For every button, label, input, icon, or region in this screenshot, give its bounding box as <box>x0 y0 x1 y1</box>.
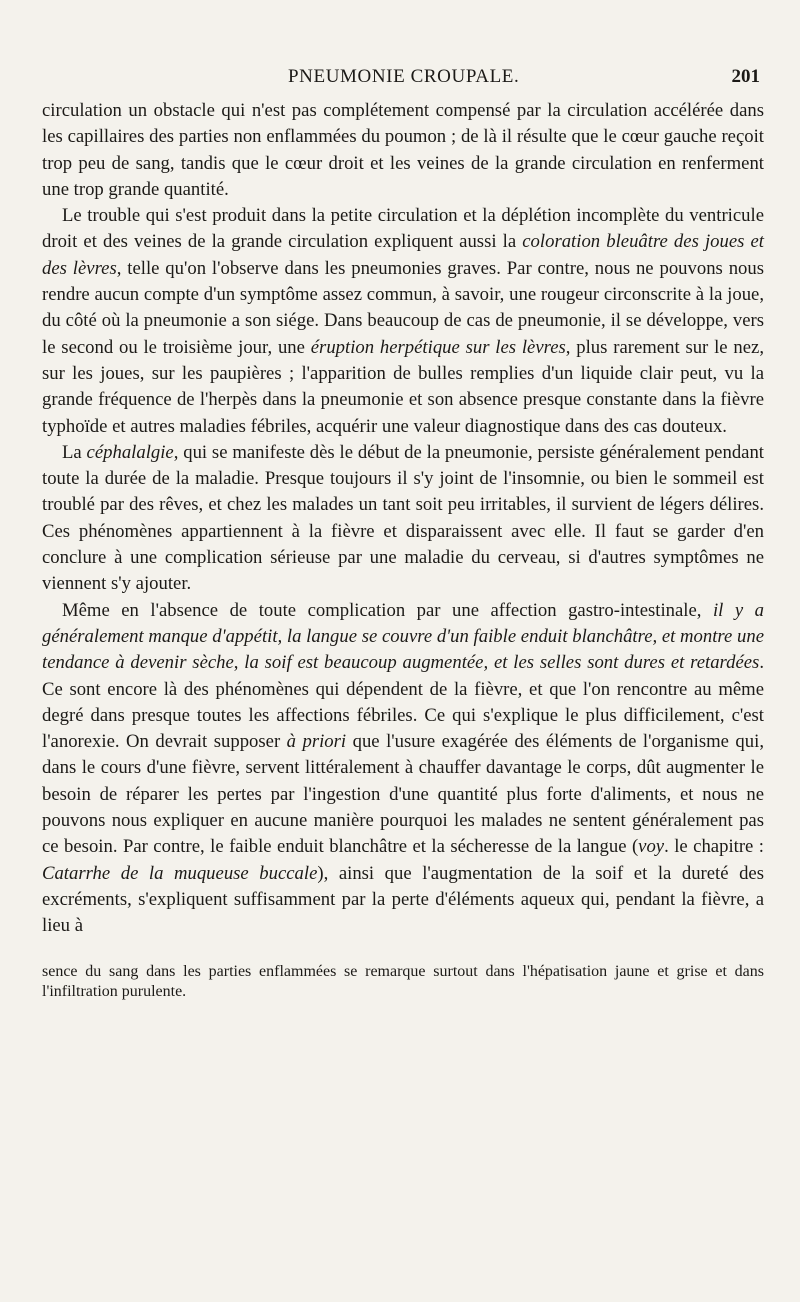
italic-run: voy <box>638 836 665 858</box>
paragraph-4 <box>42 598 764 940</box>
italic-run: il y a généralement manque d'appétit, la langue se couvre d'un faible enduit blanchâtre, et montre une tendance à devenir sèche <box>42 599 764 674</box>
text-run: , qui se manifeste dès le début de la pneumonie, persiste généralement pendant toute la durée de la maladie. Presque toujours il s'y joint de l'insomnie, ou bien le sommeil est troublé par des rêves, et chez les malades un tant soit peu irritables, il survient de légers délires. Ces phénomènes appartiennent à la fièvre et disparaissent avec elle. Il faut se garder d'en conclure à une complication sérieuse par une maladie du cerveau, si d'autres symptômes ne viennent s'y ajouter. <box>42 441 764 595</box>
text-run: que l'usure exagérée des éléments de l'organisme qui, dans le cours d'une fièvre, servent littéralement à chauffer davantage le corps, dût augmenter le besoin de réparer les pertes par l'ingestion d'une quantité plus forte d'aliments, et nous ne pouvons nous expliquer en aucune manière pourquoi les malades ne sentent généralement pas ce besoin. Par contre, le faible enduit blanchâtre et la sécheresse de la langue ( <box>42 731 764 858</box>
italic-run: à priori <box>286 731 347 753</box>
italic-run: céphalalgie <box>86 441 174 463</box>
italic-run: coloration bleuâtre des joues et des lèvres <box>42 231 764 279</box>
body-text <box>42 98 764 940</box>
text-run: , telle qu'on l'observe dans les pneumonies graves. Par contre, nous ne pouvons nous rendre aucun compte d'un symptôme assez commun, à savoir, une rougeur circonscrite à la joue, du côté où la pneumonie a son siége. Dans beaucoup de cas de pneumonie, il se développe, vers le second ou le troisième jour, une <box>42 257 764 358</box>
page-number: 201 <box>731 66 760 87</box>
paragraph-3 <box>42 440 764 598</box>
paragraph-1 <box>42 98 764 203</box>
text-run: , plus rarement sur le nez, sur les joues, sur les paupières ; l'apparition de bulles remplies d'un liquide clair peut, vu la grande fréquence de l'herpès dans la pneumonie et son absence presque constante dans la fièvre typhoïde et autres maladies fébriles, acquérir une valeur diagnostique dans des cas douteux. <box>42 336 764 437</box>
running-head: PNEUMONIE CROUPALE. <box>288 66 520 87</box>
text-run: . le chapitre : <box>664 836 764 858</box>
book-page <box>42 66 764 1002</box>
text-run: ), ainsi que l'augmentation de la soif et la dureté des excréments, s'expliquent suffisamment par la perte d'éléments aqueux qui, pendant la fièvre, a lieu à <box>42 862 765 937</box>
text-run: Même en l'absence de toute complication par une affection gastro-intestinale, <box>62 599 713 621</box>
text-run: . Ce sont encore là des phénomènes qui dépendent de la fièvre, et que l'on rencontre au même degré dans presque toutes les affections fébriles. Ce qui s'explique le plus difficilement, c'est l'anorexie. On devrait supposer <box>42 652 764 753</box>
page-header <box>42 66 764 92</box>
text-run: Le trouble qui s'est produit dans la petite circulation et la déplétion incomplète du ventricule droit et des veines de la grande circulation expliquent aussi la <box>42 205 764 253</box>
italic-run: Catarrhe de la muqueuse buccale <box>42 862 318 884</box>
text-run: La <box>62 441 87 463</box>
footnote: sence du sang dans les parties enflammées se remarque surtout dans l'hépatisation jaune et grise et dans l'infiltration purulente. <box>42 962 764 1000</box>
paragraph-2 <box>42 203 764 440</box>
italic-run: éruption herpétique sur les lèvres <box>310 336 566 358</box>
text-run: , <box>233 652 245 674</box>
italic-run: la soif est beaucoup augmentée, et les selles sont dures et retardées <box>244 652 760 674</box>
text-run: circulation un obstacle qui n'est pas complétement compensé par la circulation accélérée dans les capillaires des parties non enflammées du poumon ; de là il résulte que le cœur gauche reçoit trop peu de sang, tandis que le cœur droit et les veines de la grande circulation en renferment une trop grande quantité. <box>42 100 764 200</box>
